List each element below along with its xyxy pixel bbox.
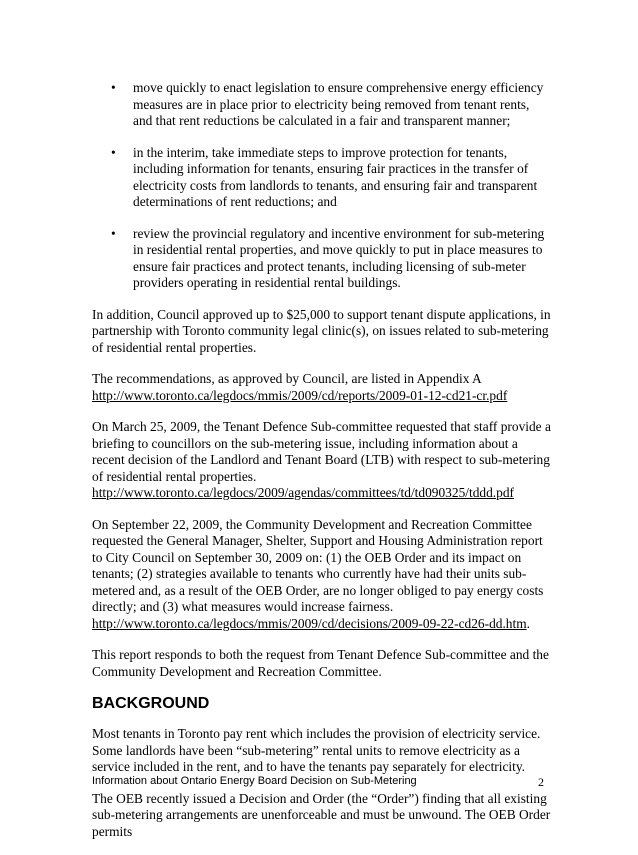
page-number: 2 (538, 775, 544, 789)
paragraph-background-2: The OEB recently issued a Decision and Order (the “Order”) finding that all existing sub-metering arrangements are unenforceable and must be unwound. The OEB Order permits (92, 790, 551, 839)
bullet-icon: • (111, 80, 116, 95)
paragraph-report-scope: This report responds to both the request from Tenant Defence Sub-committee and the Community Development and Recreation Committee. (92, 647, 549, 679)
background-heading: BACKGROUND (92, 695, 210, 712)
bullet-icon: • (111, 144, 116, 160)
paragraph-committee-request: On September 22, 2009, the Community Development and Recreation Committee requested the General Manager, Shelter, Support and Housing Administration report to City Council on September 30, 2009 on: (1) the OEB Order and its impact on tenants; (2) strategies available to tenants who currently have had their units sub-metered and, as a result of the OEB Order, are no longer obliged to pay energy costs directly; and (3) what measures would increase fairness. http://www.toronto.ca/legdocs/mmis/2009/cd/decisions/2009-09-22-cd26-dd.htm. (92, 516, 544, 631)
paragraph-tenant-defence: On March 25, 2009, the Tenant Defence Sub-committee requested that staff provide a briefing to councillors on the sub-metering issue, including information about a recent decision of the Landlord and Tenant Board (LTB) with respect to sub-metering of residential rental properties. http://www.toronto.ca/legdocs/2009/agendas/committees/td/td090325/tddd.pdf (92, 419, 551, 500)
document-body (92, 80, 552, 855)
paragraph-background-1: Most tenants in Toronto pay rent which includes the provision of electricity service. Some landlords have been “sub-metering” rental units to remove electricity as a service included in the rent, and to have the tenants pay separately for electricity. (92, 726, 541, 774)
tenant-defence-link[interactable]: http://www.toronto.ca/legdocs/2009/agendas/committees/td/td090325/tddd.pdf (92, 485, 514, 500)
paragraph-funding: In addition, Council approved up to $25,000 to support tenant dispute applications, in partnership with Toronto community legal clinic(s), on issues related to sub-metering of residential rental properties. (92, 306, 551, 355)
bullet-icon: • (111, 225, 116, 241)
list-item: • review the provincial regulatory and incentive environment for sub-metering in residential rental properties, and move quickly to put in place measures to ensure fair practices and protect tenants, including licensing of sub-meter providers operating in residential rental buildings. (111, 225, 545, 290)
recommendation-list (92, 80, 552, 292)
page-footer (92, 775, 544, 787)
list-item: • in the interim, take immediate steps to improve protection for tenants, including information for tenants, ensuring fair practices in the transfer of electricity costs from landlords to tenants, and ensuring fair and transparent determinations of rent reductions; and (111, 144, 538, 209)
recommendations-link[interactable]: http://www.toronto.ca/legdocs/mmis/2009/cd/reports/2009-01-12-cd21-cr.pdf (92, 387, 508, 403)
paragraph-recommendations: The recommendations, as approved by Council, are listed in Appendix A http://www.toronto.ca/legdocs/mmis/2009/cd/reports/2009-01-12-cd21-cr.pdf (92, 371, 508, 403)
footer-title: Information about Ontario Energy Board Decision on Sub-Metering (92, 775, 417, 787)
list-item: • move quickly to enact legislation to ensure comprehensive energy efficiency measures are in place prior to electricity being removed from tenant rents, and that rent reductions be calculated in a fair and transparent manner; (111, 80, 544, 128)
committee-decision-link[interactable]: http://www.toronto.ca/legdocs/mmis/2009/cd/decisions/2009-09-22-cd26-dd.htm (92, 615, 527, 631)
